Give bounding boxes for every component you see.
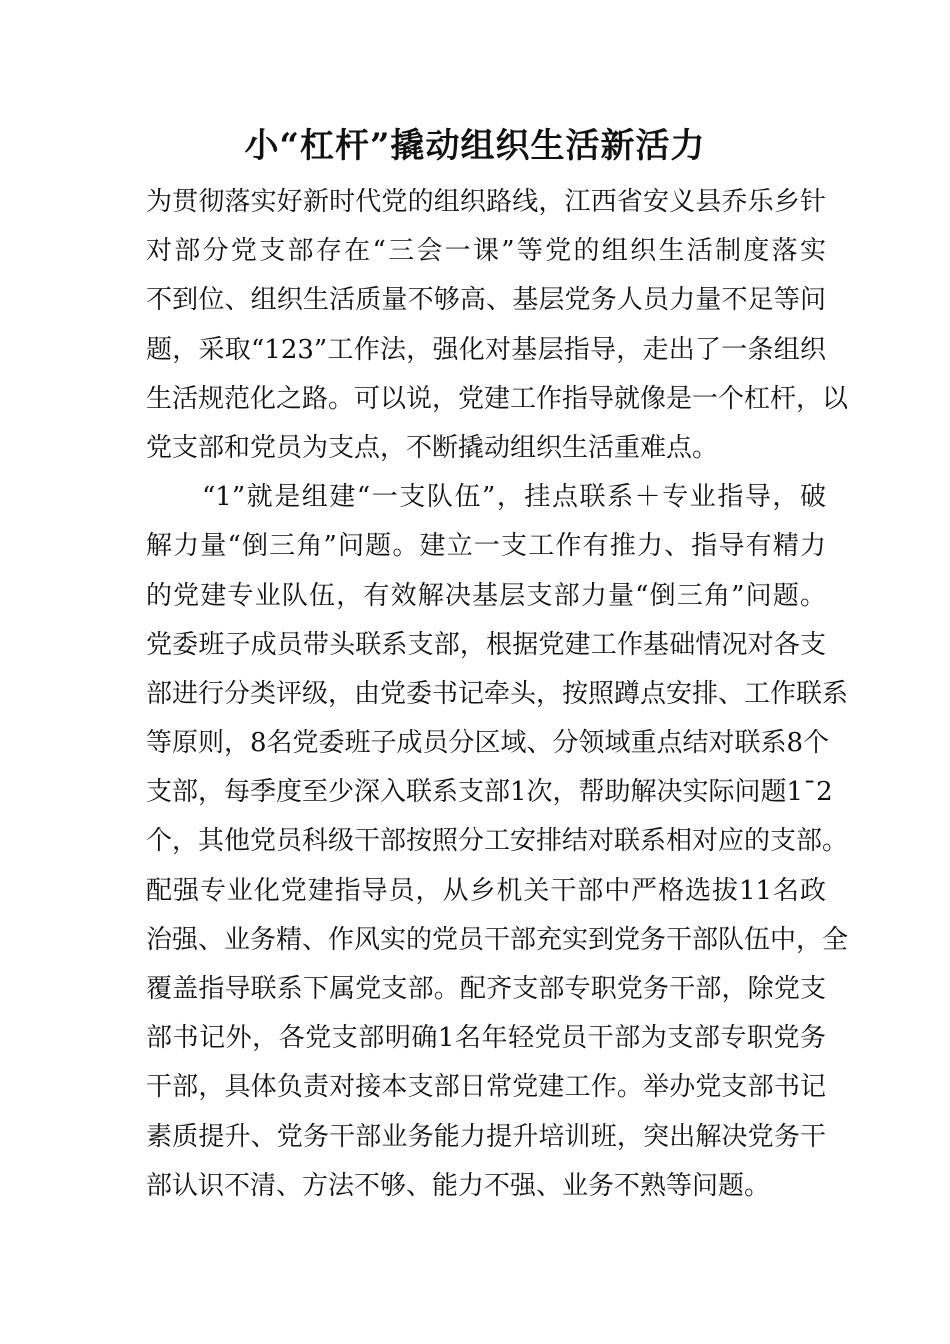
paragraph-2-line-1: “1”就是组建“一支队伍”，挂点联系＋专业指导，破	[202, 482, 826, 513]
paragraph-2-line-8: 个，其他党员科级干部按照分工安排结对联系相对应的支部。	[146, 826, 849, 857]
paragraph-2-line-12: 部书记外，各党支部明确1名年轻党员干部为支部专职党务	[146, 1023, 826, 1054]
paragraph-2-line-10: 治强、业务精、作风实的党员干部充实到党务干部队伍中，全	[146, 924, 849, 955]
paragraph-1-line-1: 为贯彻落实好新时代党的组织路线，江西省安义县乔乐乡针	[146, 187, 826, 217]
paragraph-2-line-4: 党委班子成员带头联系支部，根据党建工作基础情况对各支	[146, 629, 826, 660]
paragraph-2-line-15: 部认识不清、方法不够、能力不强、业务不熟等问题。	[146, 1170, 771, 1201]
paragraph-2-line-7: 支部，每季度至少深入联系支部1次，帮助解决实际问题1¯2	[146, 777, 833, 808]
paragraph-2-line-14: 素质提升、党务干部业务能力提升培训班，突出解决党务干	[146, 1121, 826, 1152]
paragraph-1-line-4: 题，采取“123”工作法，强化对基层指导，走出了一条组织	[146, 334, 826, 365]
paragraph-2-line-13: 干部，具体负责对接本支部日常党建工作。举办党支部书记	[146, 1072, 826, 1103]
paragraph-2-line-5: 部进行分类评级，由党委书记牵头，按照蹲点安排、工作联系	[146, 678, 849, 709]
paragraph-1-line-3: 不到位、组织生活质量不够高、基层党务人员力量不足等问	[146, 285, 826, 316]
paragraph-2-line-3: 的党建专业队伍，有效解决基层支部力量“倒三角”问题。	[146, 580, 826, 611]
paragraph-2-line-2: 解力量“倒三角”问题。建立一支工作有推力、指导有精力	[146, 531, 826, 562]
paragraph-1-line-5: 生活规范化之路。可以说，党建工作指导就像是一个杠杆，以	[146, 383, 849, 414]
paragraph-1-line-6: 党支部和党员为支点，不断撬动组织生活重难点。	[146, 432, 719, 463]
paragraph-2-line-9: 配强专业化党建指导员，从乡机关干部中严格选拔11名政	[146, 875, 826, 906]
document-body	[146, 178, 849, 1211]
document-title: 小“杠杆”撬动组织生活新活力	[244, 126, 706, 166]
paragraph-2-line-6: 等原则，8名党委班子成员分区域、分领域重点结对联系8个	[146, 728, 830, 759]
paragraph-2-line-11: 覆盖指导联系下属党支部。配齐支部专职党务干部，除党支	[146, 974, 826, 1004]
paragraph-1-line-2: 对部分党支部存在“三会一课”等党的组织生活制度落实	[146, 236, 826, 267]
